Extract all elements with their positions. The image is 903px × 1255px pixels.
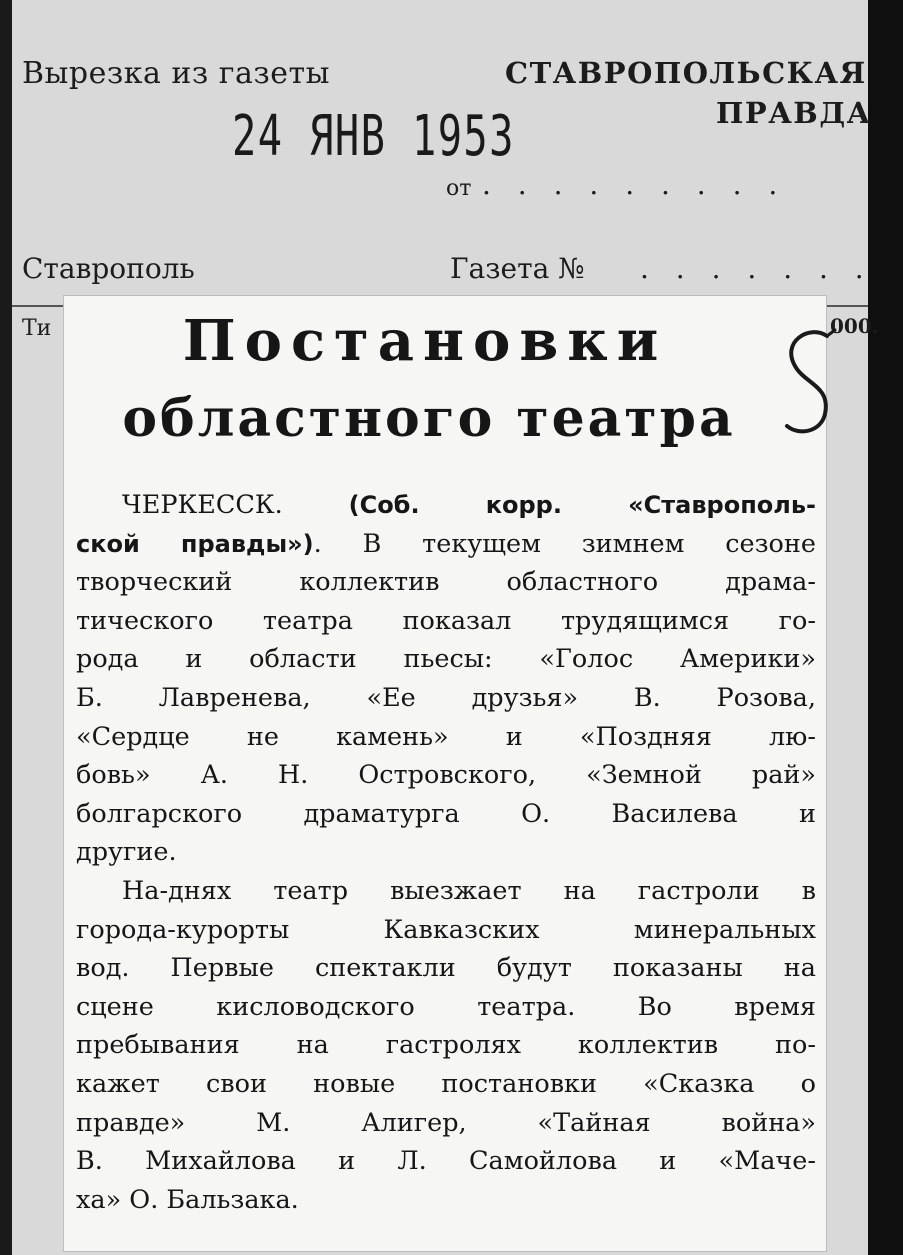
article-line: ха» О. Бальзака. xyxy=(76,1184,299,1215)
article-line: пребывания на гастролях коллектив по- xyxy=(76,1030,816,1061)
article-line: болгарского драматурга О. Василева и xyxy=(76,798,816,829)
article-line: На-днях театр выезжает на гастроли в xyxy=(122,875,816,906)
headline-line1: Постановки xyxy=(182,308,668,374)
article-body xyxy=(76,486,816,1219)
circulation-value: 000. xyxy=(830,314,879,338)
circulation-label: Ти xyxy=(22,316,52,341)
date-stamp: 24 ЯНВ 1953 xyxy=(232,104,515,169)
article-line: творческий коллектив областного драма- xyxy=(76,567,816,598)
article-line: ЧЕРКЕССК. (Соб. корр. «Ставрополь- xyxy=(122,490,816,520)
scan-right-edge xyxy=(868,0,903,1255)
article-line: ской правды»). В текущем зимнем сезоне xyxy=(76,528,816,559)
date-from-dots: . . . . . . . . . xyxy=(482,168,787,201)
city-label: Ставрополь xyxy=(22,252,195,285)
article-line: тического театра показал трудящимся го- xyxy=(76,605,816,636)
article-line: правде» М. Алигер, «Тайная война» xyxy=(76,1107,816,1138)
newspaper-name-line1: СТАВРОПОЛЬСКАЯ xyxy=(505,56,867,90)
article-line: сцене кисловодского театра. Во время xyxy=(76,991,816,1022)
issue-number-dots: . . . . . . . xyxy=(640,252,873,285)
article-line: кажет свои новые постановки «Сказка о xyxy=(76,1068,816,1099)
article-line: «Сердце не камень» и «Поздняя лю- xyxy=(76,721,816,752)
headline-line2: областного театра xyxy=(122,388,736,449)
newspaper-name-line2: ПРАВДА xyxy=(716,96,872,130)
clipping-label: Вырезка из газеты xyxy=(22,56,331,91)
article-line: бовь» А. Н. Островского, «Земной рай» xyxy=(76,760,816,791)
article-line: В. Михайлова и Л. Самойлова и «Маче- xyxy=(76,1146,816,1177)
article-line: другие. xyxy=(76,837,177,868)
article-line: города-курорты Кавказских минеральных xyxy=(76,914,816,945)
date-from-label: от xyxy=(446,176,472,201)
newspaper-clipping xyxy=(64,296,826,1251)
handwritten-mark xyxy=(769,322,849,442)
scan-left-edge xyxy=(0,0,12,1255)
article-line: рода и области пьесы: «Голос Америки» xyxy=(76,644,816,675)
article-line: Б. Лавренева, «Ее друзья» В. Розова, xyxy=(76,682,816,713)
issue-number-label: Газета № xyxy=(450,252,585,285)
article-line: вод. Первые спектакли будут показаны на xyxy=(76,953,816,984)
